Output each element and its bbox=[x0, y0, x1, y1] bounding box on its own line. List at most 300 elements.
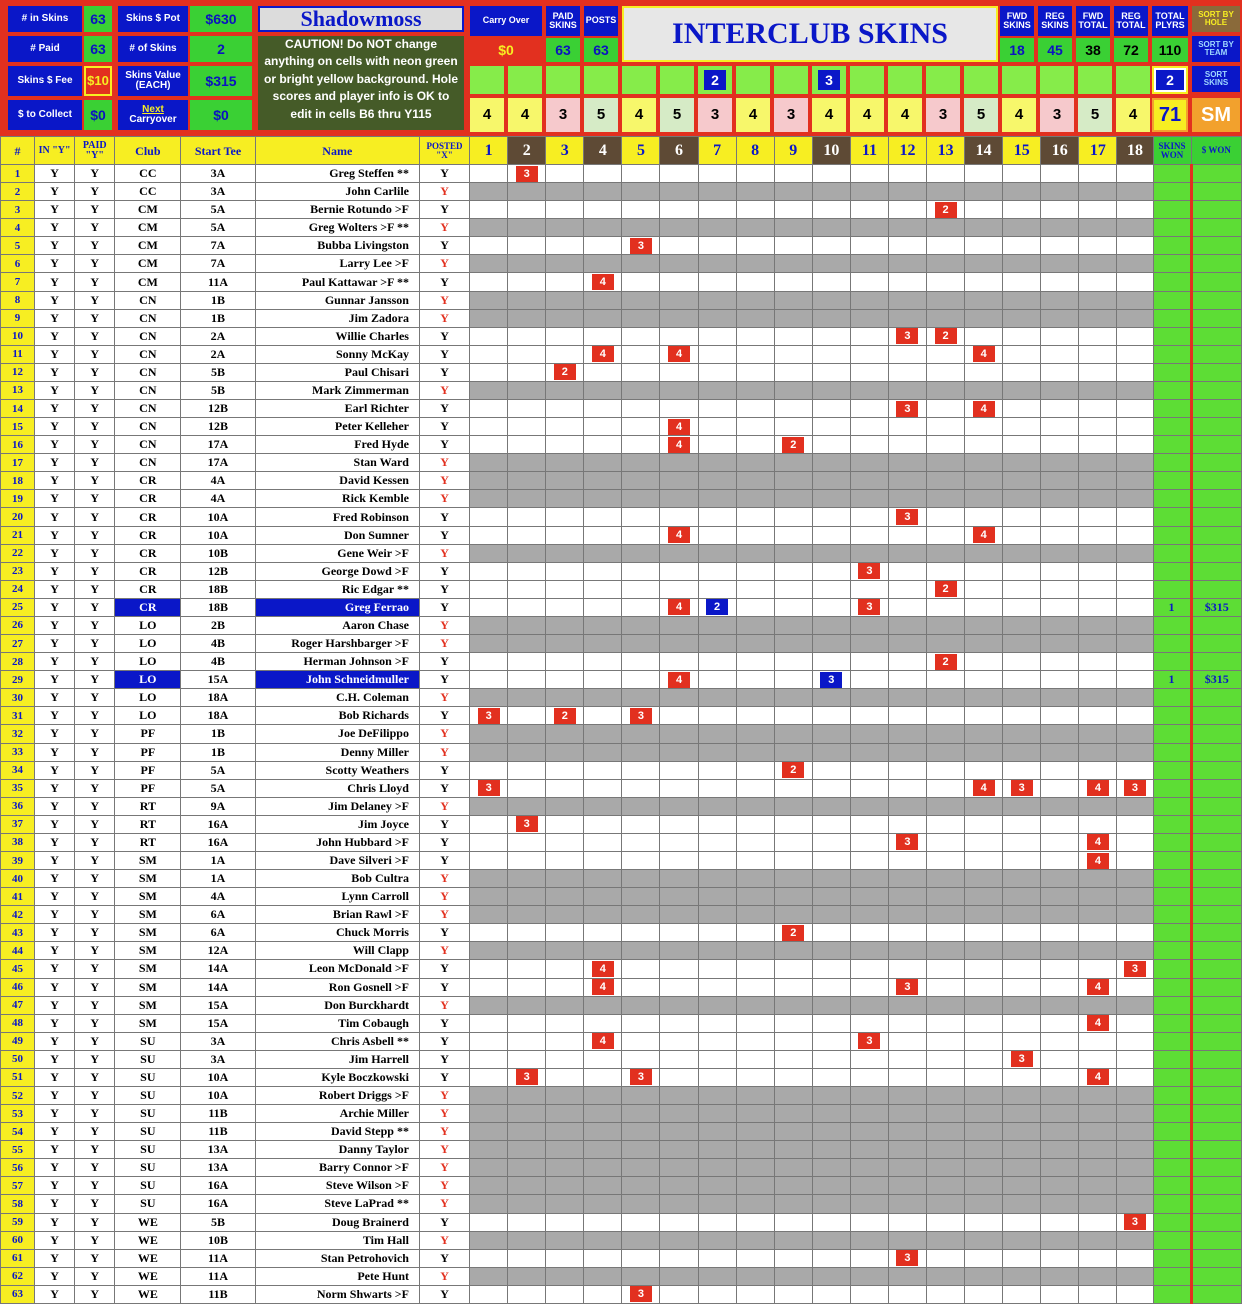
hole-score-cell[interactable] bbox=[698, 743, 736, 761]
paid-cell[interactable]: Y bbox=[75, 237, 115, 255]
hole-score-cell[interactable] bbox=[1003, 797, 1041, 815]
club-cell[interactable]: CR bbox=[115, 526, 181, 544]
hole-score-cell[interactable] bbox=[546, 761, 584, 779]
posted-cell[interactable]: Y bbox=[419, 616, 469, 634]
paid-cell[interactable]: Y bbox=[75, 671, 115, 689]
hole-score-cell[interactable] bbox=[508, 526, 546, 544]
hole-score-cell[interactable] bbox=[584, 815, 622, 833]
posted-cell[interactable]: Y bbox=[419, 418, 469, 436]
hole-score-cell[interactable] bbox=[927, 598, 965, 616]
hole-score-cell[interactable] bbox=[584, 165, 622, 183]
hole-score-cell[interactable] bbox=[470, 273, 508, 291]
hole-score-cell[interactable] bbox=[812, 851, 850, 869]
hole-score-cell[interactable] bbox=[888, 1213, 926, 1231]
hole-score-cell[interactable] bbox=[508, 671, 546, 689]
hole-score-cell[interactable] bbox=[546, 671, 584, 689]
hole-score-cell[interactable] bbox=[888, 291, 926, 309]
hole-score-cell[interactable] bbox=[774, 309, 812, 327]
hole-score-cell[interactable] bbox=[1003, 1141, 1041, 1159]
club-cell[interactable]: CN bbox=[115, 291, 181, 309]
hole-score-cell[interactable] bbox=[965, 598, 1003, 616]
hole-score-cell[interactable] bbox=[698, 255, 736, 273]
name-cell[interactable]: Tim Hall bbox=[255, 1231, 419, 1249]
hole-score-cell[interactable] bbox=[546, 472, 584, 490]
in-cell[interactable]: Y bbox=[35, 1267, 75, 1285]
hole-score-cell[interactable] bbox=[927, 255, 965, 273]
hole-score-cell[interactable] bbox=[927, 1105, 965, 1123]
club-cell[interactable]: WE bbox=[115, 1285, 181, 1303]
posted-cell[interactable]: Y bbox=[419, 1123, 469, 1141]
hole-score-cell[interactable] bbox=[470, 616, 508, 634]
hole-score-cell[interactable] bbox=[698, 635, 736, 653]
hole-score-cell[interactable] bbox=[850, 924, 888, 942]
hole-score-cell[interactable] bbox=[470, 707, 508, 725]
hole-score-cell[interactable] bbox=[850, 327, 888, 345]
hole-score-cell[interactable] bbox=[1117, 707, 1153, 725]
hole-score-cell[interactable] bbox=[774, 1141, 812, 1159]
hole-score-cell[interactable] bbox=[1041, 1068, 1079, 1086]
hole-score-cell[interactable] bbox=[660, 1213, 698, 1231]
posted-cell[interactable]: Y bbox=[419, 960, 469, 978]
hole-score-cell[interactable] bbox=[736, 1086, 774, 1104]
name-cell[interactable]: Willie Charles bbox=[255, 327, 419, 345]
hole-score-cell[interactable] bbox=[812, 1105, 850, 1123]
paid-cell[interactable]: Y bbox=[75, 381, 115, 399]
posted-cell[interactable]: Y bbox=[419, 725, 469, 743]
hole-score-cell[interactable] bbox=[965, 381, 1003, 399]
in-cell[interactable]: Y bbox=[35, 1285, 75, 1303]
hole-score-cell[interactable] bbox=[1079, 454, 1117, 472]
hole-score-cell[interactable] bbox=[470, 454, 508, 472]
hole-score-cell[interactable] bbox=[1041, 1014, 1079, 1032]
name-cell[interactable]: Archie Miller bbox=[255, 1105, 419, 1123]
club-cell[interactable]: SM bbox=[115, 996, 181, 1014]
hole-score-cell[interactable] bbox=[508, 237, 546, 255]
tee-cell[interactable]: 7A bbox=[181, 237, 255, 255]
tee-cell[interactable]: 10A bbox=[181, 508, 255, 526]
hole-score-cell[interactable] bbox=[546, 183, 584, 201]
hole-score-cell[interactable] bbox=[774, 418, 812, 436]
tee-cell[interactable]: 2B bbox=[181, 616, 255, 634]
hole-score-cell[interactable] bbox=[850, 1249, 888, 1267]
hole-score-cell[interactable] bbox=[470, 1050, 508, 1068]
hole-score-cell[interactable] bbox=[1079, 851, 1117, 869]
hole-score-cell[interactable] bbox=[888, 653, 926, 671]
paid-cell[interactable]: Y bbox=[75, 598, 115, 616]
hole-score-cell[interactable] bbox=[470, 363, 508, 381]
posted-cell[interactable]: Y bbox=[419, 183, 469, 201]
hole-score-cell[interactable] bbox=[927, 381, 965, 399]
hole-score-cell[interactable] bbox=[1003, 906, 1041, 924]
posted-cell[interactable]: Y bbox=[419, 508, 469, 526]
name-cell[interactable]: Lynn Carroll bbox=[255, 888, 419, 906]
club-cell[interactable]: CN bbox=[115, 381, 181, 399]
tee-cell[interactable]: 5A bbox=[181, 201, 255, 219]
paid-cell[interactable]: Y bbox=[75, 400, 115, 418]
hole-score-cell[interactable] bbox=[508, 707, 546, 725]
hole-score-cell[interactable] bbox=[1003, 870, 1041, 888]
posted-cell[interactable]: Y bbox=[419, 779, 469, 797]
hole-score-cell[interactable] bbox=[927, 1177, 965, 1195]
club-cell[interactable]: SU bbox=[115, 1195, 181, 1213]
hole-score-cell[interactable] bbox=[965, 472, 1003, 490]
tee-cell[interactable]: 5A bbox=[181, 761, 255, 779]
hole-score-cell[interactable] bbox=[927, 779, 965, 797]
hole-score-cell[interactable] bbox=[1003, 996, 1041, 1014]
hole-score-cell[interactable] bbox=[1079, 363, 1117, 381]
posted-cell[interactable]: Y bbox=[419, 1141, 469, 1159]
hole-score-cell[interactable] bbox=[508, 345, 546, 363]
hole-score-cell[interactable] bbox=[850, 725, 888, 743]
hole-score-cell[interactable] bbox=[470, 345, 508, 363]
hole-score-cell[interactable] bbox=[850, 454, 888, 472]
hole-score-cell[interactable] bbox=[774, 183, 812, 201]
hole-score-cell[interactable] bbox=[812, 291, 850, 309]
hole-score-cell[interactable] bbox=[965, 870, 1003, 888]
hole-score-cell[interactable] bbox=[622, 1032, 660, 1050]
hole-score-cell[interactable] bbox=[470, 562, 508, 580]
hole-score-cell[interactable] bbox=[1041, 1213, 1079, 1231]
hole-score-cell[interactable] bbox=[1079, 616, 1117, 634]
hole-score-cell[interactable] bbox=[622, 1014, 660, 1032]
in-cell[interactable]: Y bbox=[35, 924, 75, 942]
hole-score-cell[interactable] bbox=[1003, 1285, 1041, 1303]
paid-cell[interactable]: Y bbox=[75, 779, 115, 797]
hole-score-cell[interactable] bbox=[1003, 418, 1041, 436]
paid-cell[interactable]: Y bbox=[75, 653, 115, 671]
name-cell[interactable]: Greg Ferrao bbox=[255, 598, 419, 616]
club-cell[interactable]: PF bbox=[115, 761, 181, 779]
hole-score-cell[interactable] bbox=[1079, 400, 1117, 418]
hole-score-cell[interactable] bbox=[927, 1267, 965, 1285]
hole-score-cell[interactable] bbox=[622, 562, 660, 580]
hole-score-cell[interactable] bbox=[1117, 1123, 1153, 1141]
in-cell[interactable]: Y bbox=[35, 1195, 75, 1213]
hole-score-cell[interactable] bbox=[927, 418, 965, 436]
hole-score-cell[interactable] bbox=[698, 1285, 736, 1303]
club-cell[interactable]: CM bbox=[115, 255, 181, 273]
hole-score-cell[interactable] bbox=[584, 942, 622, 960]
hole-score-cell[interactable] bbox=[622, 508, 660, 526]
hole-score-cell[interactable] bbox=[812, 381, 850, 399]
hole-score-cell[interactable] bbox=[584, 653, 622, 671]
hole-score-cell[interactable] bbox=[812, 815, 850, 833]
hole-score-cell[interactable] bbox=[927, 1068, 965, 1086]
hole-score-cell[interactable] bbox=[1003, 454, 1041, 472]
hole-score-cell[interactable] bbox=[1117, 1014, 1153, 1032]
hole-score-cell[interactable] bbox=[736, 906, 774, 924]
hole-score-cell[interactable] bbox=[622, 1177, 660, 1195]
hole-score-cell[interactable] bbox=[1079, 1213, 1117, 1231]
hole-score-cell[interactable] bbox=[927, 689, 965, 707]
in-cell[interactable]: Y bbox=[35, 526, 75, 544]
hole-score-cell[interactable] bbox=[584, 1050, 622, 1068]
hole-score-cell[interactable] bbox=[774, 508, 812, 526]
hole-score-cell[interactable] bbox=[1079, 1014, 1117, 1032]
posted-cell[interactable]: Y bbox=[419, 888, 469, 906]
hole-score-cell[interactable] bbox=[1041, 472, 1079, 490]
posted-cell[interactable]: Y bbox=[419, 273, 469, 291]
hole-score-cell[interactable] bbox=[470, 1086, 508, 1104]
hole-score-cell[interactable] bbox=[888, 273, 926, 291]
hole-score-cell[interactable] bbox=[774, 1050, 812, 1068]
hole-score-cell[interactable] bbox=[850, 870, 888, 888]
paid-cell[interactable]: Y bbox=[75, 490, 115, 508]
hole-score-cell[interactable] bbox=[1079, 689, 1117, 707]
hole-score-cell[interactable] bbox=[508, 616, 546, 634]
tee-cell[interactable]: 12B bbox=[181, 418, 255, 436]
hole-score-cell[interactable] bbox=[850, 1086, 888, 1104]
hole-score-cell[interactable] bbox=[1003, 562, 1041, 580]
hole-score-cell[interactable] bbox=[774, 689, 812, 707]
hole-score-cell[interactable] bbox=[736, 291, 774, 309]
hole-score-cell[interactable] bbox=[888, 616, 926, 634]
hole-score-cell[interactable] bbox=[1003, 725, 1041, 743]
posted-cell[interactable]: Y bbox=[419, 400, 469, 418]
hole-score-cell[interactable] bbox=[1041, 544, 1079, 562]
hole-score-cell[interactable] bbox=[774, 1213, 812, 1231]
hole-score-cell[interactable] bbox=[698, 671, 736, 689]
hole-score-cell[interactable] bbox=[927, 562, 965, 580]
hole-score-cell[interactable] bbox=[774, 1123, 812, 1141]
hole-score-cell[interactable] bbox=[1079, 472, 1117, 490]
hole-score-cell[interactable] bbox=[927, 454, 965, 472]
hole-score-cell[interactable] bbox=[470, 870, 508, 888]
name-cell[interactable]: Stan Ward bbox=[255, 454, 419, 472]
hole-score-cell[interactable] bbox=[546, 345, 584, 363]
posted-cell[interactable]: Y bbox=[419, 653, 469, 671]
hole-score-cell[interactable] bbox=[888, 924, 926, 942]
hole-score-cell[interactable] bbox=[1003, 508, 1041, 526]
hole-score-cell[interactable] bbox=[584, 1195, 622, 1213]
hole-score-cell[interactable] bbox=[1003, 219, 1041, 237]
hole-score-cell[interactable] bbox=[470, 291, 508, 309]
paid-cell[interactable]: Y bbox=[75, 345, 115, 363]
club-cell[interactable]: SU bbox=[115, 1123, 181, 1141]
hole-score-cell[interactable] bbox=[850, 1213, 888, 1231]
hole-score-cell[interactable] bbox=[850, 1123, 888, 1141]
hole-score-cell[interactable] bbox=[622, 1285, 660, 1303]
posted-cell[interactable]: Y bbox=[419, 978, 469, 996]
hole-score-cell[interactable] bbox=[470, 1213, 508, 1231]
hole-score-cell[interactable] bbox=[774, 598, 812, 616]
hole-score-cell[interactable] bbox=[774, 942, 812, 960]
name-cell[interactable]: Denny Miller bbox=[255, 743, 419, 761]
paid-cell[interactable]: Y bbox=[75, 1177, 115, 1195]
hole-score-cell[interactable] bbox=[546, 165, 584, 183]
hole-score-cell[interactable] bbox=[546, 1195, 584, 1213]
hole-score-cell[interactable] bbox=[1003, 960, 1041, 978]
hole-score-cell[interactable] bbox=[546, 978, 584, 996]
hole-score-cell[interactable] bbox=[698, 833, 736, 851]
paid-cell[interactable]: Y bbox=[75, 1285, 115, 1303]
hole-score-cell[interactable] bbox=[850, 273, 888, 291]
hole-score-cell[interactable] bbox=[508, 400, 546, 418]
posted-cell[interactable]: Y bbox=[419, 707, 469, 725]
hole-score-cell[interactable] bbox=[508, 309, 546, 327]
hole-score-cell[interactable] bbox=[508, 1159, 546, 1177]
hole-score-cell[interactable] bbox=[584, 400, 622, 418]
hole-score-cell[interactable] bbox=[508, 1050, 546, 1068]
paid-cell[interactable]: Y bbox=[75, 219, 115, 237]
in-cell[interactable]: Y bbox=[35, 797, 75, 815]
hole-score-cell[interactable] bbox=[584, 418, 622, 436]
hole-score-cell[interactable] bbox=[546, 725, 584, 743]
hole-score-cell[interactable] bbox=[660, 472, 698, 490]
hole-score-cell[interactable] bbox=[927, 906, 965, 924]
in-cell[interactable]: Y bbox=[35, 237, 75, 255]
in-cell[interactable]: Y bbox=[35, 183, 75, 201]
paid-cell[interactable]: Y bbox=[75, 960, 115, 978]
hole-score-cell[interactable] bbox=[965, 851, 1003, 869]
hole-score-cell[interactable] bbox=[736, 689, 774, 707]
hole-score-cell[interactable] bbox=[584, 1177, 622, 1195]
hole-score-cell[interactable] bbox=[850, 833, 888, 851]
hole-score-cell[interactable] bbox=[660, 490, 698, 508]
club-cell[interactable]: SM bbox=[115, 942, 181, 960]
hole-score-cell[interactable] bbox=[965, 1267, 1003, 1285]
hole-score-cell[interactable] bbox=[546, 1014, 584, 1032]
hole-score-cell[interactable] bbox=[622, 1141, 660, 1159]
hole-score-cell[interactable] bbox=[660, 996, 698, 1014]
club-cell[interactable]: CR bbox=[115, 472, 181, 490]
hole-score-cell[interactable] bbox=[698, 363, 736, 381]
name-cell[interactable]: Peter Kelleher bbox=[255, 418, 419, 436]
hole-score-cell[interactable] bbox=[927, 1032, 965, 1050]
hole-score-cell[interactable] bbox=[1041, 237, 1079, 255]
hole-score-cell[interactable] bbox=[622, 400, 660, 418]
hole-score-cell[interactable] bbox=[470, 327, 508, 345]
hole-score-cell[interactable] bbox=[660, 779, 698, 797]
tee-cell[interactable]: 18A bbox=[181, 707, 255, 725]
hole-score-cell[interactable] bbox=[850, 291, 888, 309]
club-cell[interactable]: PF bbox=[115, 779, 181, 797]
club-cell[interactable]: RT bbox=[115, 797, 181, 815]
hole-score-cell[interactable] bbox=[660, 1050, 698, 1068]
hole-score-cell[interactable] bbox=[965, 743, 1003, 761]
hole-score-cell[interactable] bbox=[1079, 381, 1117, 399]
hole-score-cell[interactable] bbox=[736, 1213, 774, 1231]
hole-score-cell[interactable] bbox=[736, 381, 774, 399]
hole-score-cell[interactable] bbox=[888, 418, 926, 436]
hole-score-cell[interactable] bbox=[1117, 1086, 1153, 1104]
hole-score-cell[interactable] bbox=[774, 653, 812, 671]
hole-score-cell[interactable] bbox=[736, 436, 774, 454]
hole-score-cell[interactable] bbox=[888, 472, 926, 490]
hole-score-cell[interactable] bbox=[622, 671, 660, 689]
hole-score-cell[interactable] bbox=[888, 580, 926, 598]
hole-score-cell[interactable] bbox=[698, 1231, 736, 1249]
hole-score-cell[interactable] bbox=[812, 1285, 850, 1303]
hole-score-cell[interactable] bbox=[812, 255, 850, 273]
hole-score-cell[interactable] bbox=[1117, 418, 1153, 436]
hole-score-cell[interactable] bbox=[1079, 1249, 1117, 1267]
hole-score-cell[interactable] bbox=[546, 327, 584, 345]
hole-score-cell[interactable] bbox=[850, 635, 888, 653]
hole-score-cell[interactable] bbox=[508, 436, 546, 454]
hole-score-cell[interactable] bbox=[888, 1195, 926, 1213]
hole-score-cell[interactable] bbox=[1041, 761, 1079, 779]
hole-score-cell[interactable] bbox=[1041, 1195, 1079, 1213]
name-cell[interactable]: Jim Zadora bbox=[255, 309, 419, 327]
hole-score-cell[interactable] bbox=[546, 1249, 584, 1267]
hole-score-cell[interactable] bbox=[1003, 490, 1041, 508]
hole-score-cell[interactable] bbox=[736, 327, 774, 345]
posted-cell[interactable]: Y bbox=[419, 526, 469, 544]
club-cell[interactable]: CC bbox=[115, 165, 181, 183]
name-cell[interactable]: Scotty Weathers bbox=[255, 761, 419, 779]
tee-cell[interactable]: 6A bbox=[181, 924, 255, 942]
hole-score-cell[interactable] bbox=[698, 707, 736, 725]
hole-score-cell[interactable] bbox=[508, 743, 546, 761]
club-cell[interactable]: CR bbox=[115, 562, 181, 580]
hole-score-cell[interactable] bbox=[660, 381, 698, 399]
hole-score-cell[interactable] bbox=[1117, 1267, 1153, 1285]
hole-score-cell[interactable] bbox=[698, 1123, 736, 1141]
hole-score-cell[interactable] bbox=[965, 454, 1003, 472]
hole-score-cell[interactable] bbox=[888, 1050, 926, 1068]
hole-score-cell[interactable] bbox=[965, 1123, 1003, 1141]
hole-score-cell[interactable] bbox=[965, 815, 1003, 833]
hole-score-cell[interactable] bbox=[584, 707, 622, 725]
hole-score-cell[interactable] bbox=[470, 1267, 508, 1285]
hole-score-cell[interactable] bbox=[927, 544, 965, 562]
hole-score-cell[interactable] bbox=[1117, 526, 1153, 544]
hole-score-cell[interactable] bbox=[1041, 635, 1079, 653]
hole-score-cell[interactable] bbox=[1041, 888, 1079, 906]
hole-score-cell[interactable] bbox=[888, 888, 926, 906]
hole-score-cell[interactable] bbox=[584, 761, 622, 779]
hole-score-cell[interactable] bbox=[546, 255, 584, 273]
in-cell[interactable]: Y bbox=[35, 707, 75, 725]
club-cell[interactable]: SM bbox=[115, 851, 181, 869]
hole-score-cell[interactable] bbox=[470, 689, 508, 707]
hole-score-cell[interactable] bbox=[1003, 1267, 1041, 1285]
hole-score-cell[interactable] bbox=[812, 1086, 850, 1104]
hole-score-cell[interactable] bbox=[774, 291, 812, 309]
hole-score-cell[interactable] bbox=[812, 508, 850, 526]
hole-score-cell[interactable] bbox=[622, 381, 660, 399]
hole-score-cell[interactable] bbox=[927, 743, 965, 761]
name-cell[interactable]: Rick Kemble bbox=[255, 490, 419, 508]
hole-score-cell[interactable] bbox=[546, 1105, 584, 1123]
hole-score-cell[interactable] bbox=[888, 779, 926, 797]
club-cell[interactable]: LO bbox=[115, 689, 181, 707]
posted-cell[interactable]: Y bbox=[419, 472, 469, 490]
hole-score-cell[interactable] bbox=[698, 526, 736, 544]
name-cell[interactable]: Chuck Morris bbox=[255, 924, 419, 942]
club-cell[interactable]: SM bbox=[115, 888, 181, 906]
hole-score-cell[interactable] bbox=[1041, 779, 1079, 797]
in-cell[interactable]: Y bbox=[35, 779, 75, 797]
paid-cell[interactable]: Y bbox=[75, 689, 115, 707]
hole-score-cell[interactable] bbox=[1079, 345, 1117, 363]
hole-score-cell[interactable] bbox=[622, 237, 660, 255]
posted-cell[interactable]: Y bbox=[419, 1249, 469, 1267]
hole-score-cell[interactable] bbox=[774, 833, 812, 851]
hole-score-cell[interactable] bbox=[470, 237, 508, 255]
hole-score-cell[interactable] bbox=[736, 1249, 774, 1267]
hole-score-cell[interactable] bbox=[812, 454, 850, 472]
hole-score-cell[interactable] bbox=[965, 165, 1003, 183]
hole-score-cell[interactable] bbox=[1079, 1086, 1117, 1104]
in-cell[interactable]: Y bbox=[35, 472, 75, 490]
hole-score-cell[interactable] bbox=[622, 851, 660, 869]
hole-score-cell[interactable] bbox=[812, 219, 850, 237]
hole-score-cell[interactable] bbox=[622, 725, 660, 743]
hole-score-cell[interactable] bbox=[888, 743, 926, 761]
hole-score-cell[interactable] bbox=[546, 1213, 584, 1231]
